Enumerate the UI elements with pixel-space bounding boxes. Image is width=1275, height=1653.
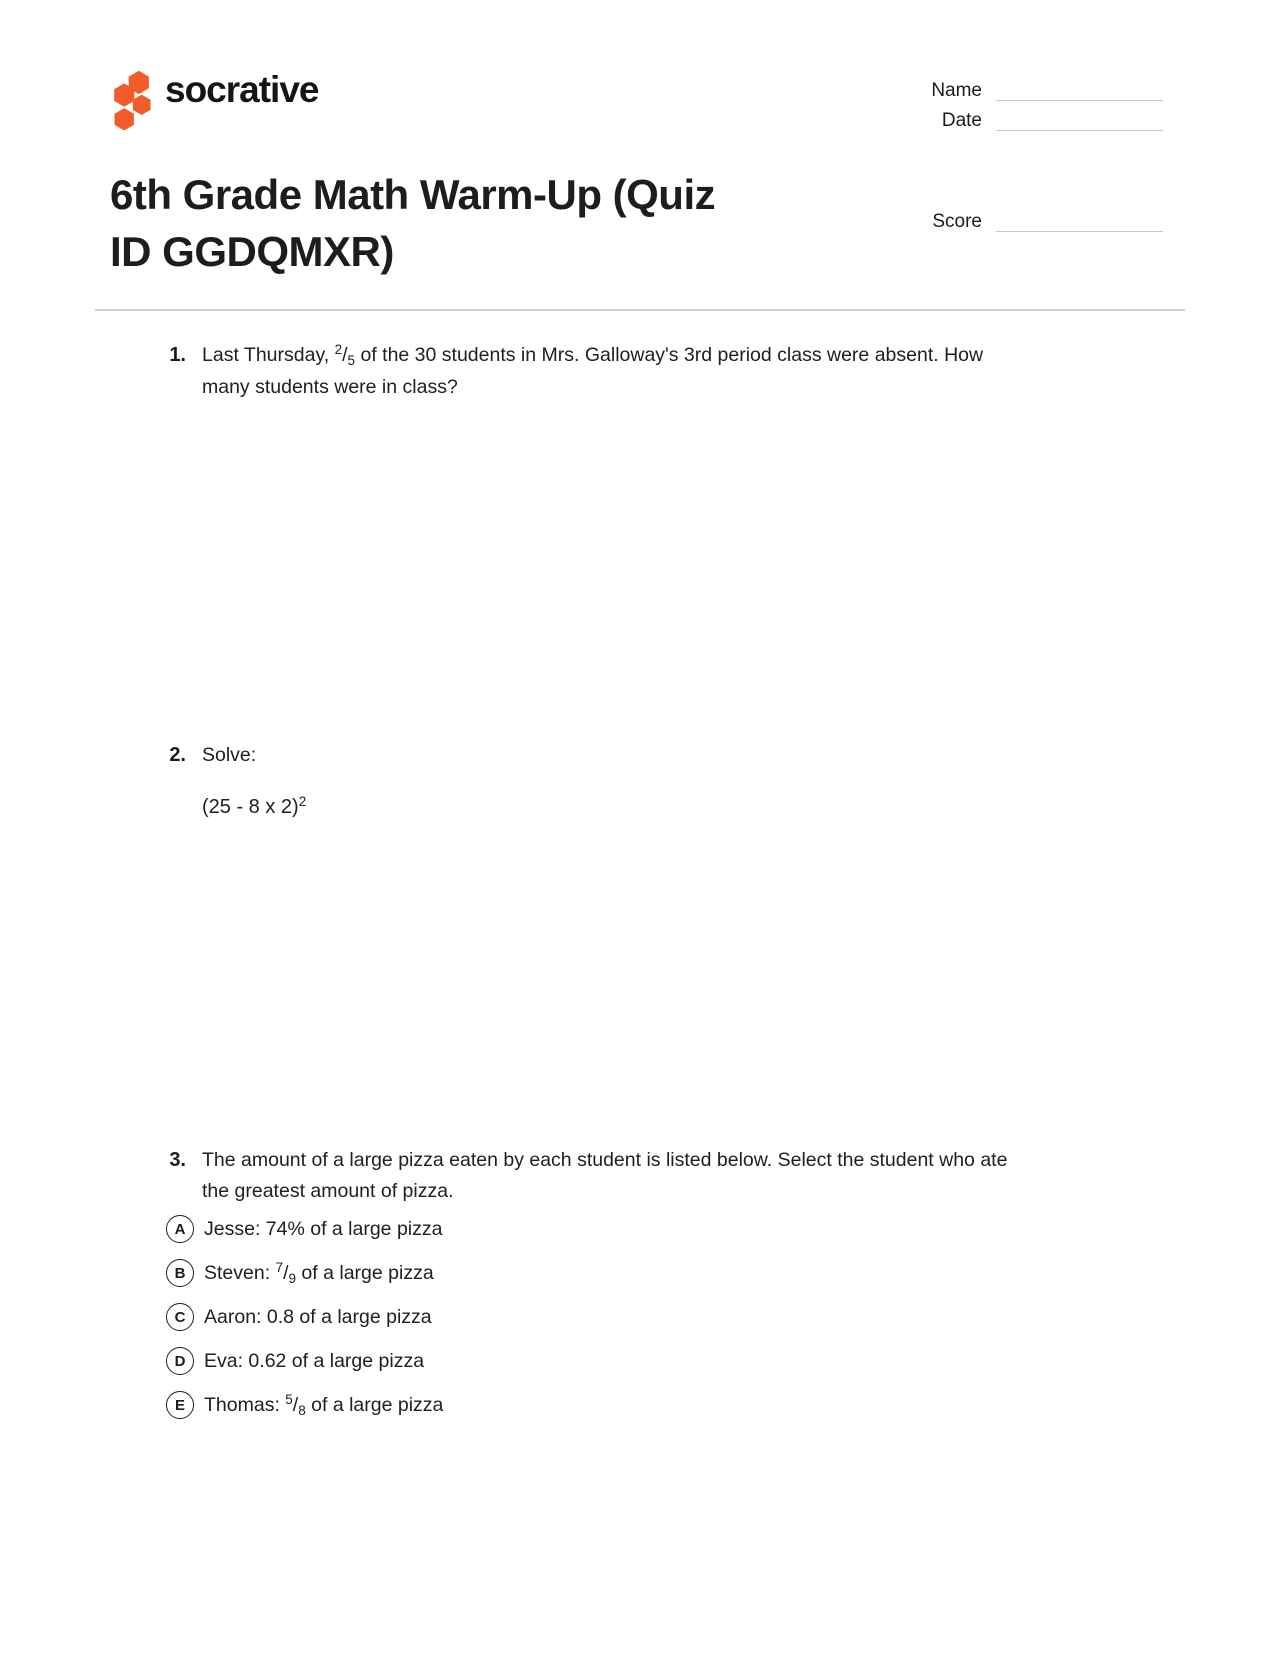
option-d-text: Eva: 0.62 of a large pizza xyxy=(204,1349,425,1372)
hexagon-icon xyxy=(115,108,134,130)
option-e-text: Thomas: $^5/_8$ of a large pizza xyxy=(204,1391,444,1418)
option-d-bubble: D xyxy=(166,1347,194,1375)
score-field-row xyxy=(900,211,1163,232)
hexagon-cluster-icon xyxy=(106,64,158,130)
option-b xyxy=(166,1259,434,1287)
date-field-row xyxy=(900,110,1163,131)
option-b-bubble: B xyxy=(166,1259,194,1287)
option-a xyxy=(166,1215,442,1243)
option-d xyxy=(166,1347,424,1375)
question-3-number: 3. xyxy=(169,1149,186,1171)
date-label: Date xyxy=(941,110,982,131)
question-2-number: 2. xyxy=(169,744,186,766)
quiz-title: 6th Grade Math Warm-Up (Quiz ID GGDQMXR) xyxy=(110,171,716,275)
socrative-logo xyxy=(106,64,319,130)
logo-wordmark: socrative xyxy=(165,69,319,110)
question-1 xyxy=(156,340,1166,403)
name-label: Name xyxy=(931,80,982,101)
option-c xyxy=(166,1303,432,1331)
question-3-text: The amount of a large pizza eaten by each student is listed below. Select the student who ate the greatest amount of pizza. xyxy=(202,1149,1008,1202)
question-1-text: Last Thursday, $^2/_5$ of the 30 students in Mrs. Galloway's 3rd period class were absent. How many students were in class? xyxy=(202,342,984,398)
name-field-row xyxy=(900,80,1163,101)
option-a-bubble: A xyxy=(166,1215,194,1243)
name-line xyxy=(996,100,1163,101)
option-c-bubble: C xyxy=(166,1303,194,1331)
divider xyxy=(95,309,1185,311)
question-2 xyxy=(156,740,756,771)
question-3 xyxy=(156,1145,1166,1207)
option-c-text: Aaron: 0.8 of a large pizza xyxy=(204,1305,432,1328)
question-1-number: 1. xyxy=(169,344,186,366)
option-e-bubble: E xyxy=(166,1391,194,1419)
score-label: Score xyxy=(932,211,982,232)
question-2-expression: (25 - 8 x 2)$^2$ xyxy=(202,794,307,818)
hexagon-icon xyxy=(133,95,151,115)
score-line xyxy=(996,231,1163,232)
option-b-text: Steven: $^7/_9$ of a large pizza xyxy=(204,1259,434,1286)
question-2-text: Solve: xyxy=(202,744,257,766)
option-a-text: Jesse: 74% of a large pizza xyxy=(204,1217,443,1240)
option-e xyxy=(166,1391,443,1419)
date-line xyxy=(996,130,1163,131)
